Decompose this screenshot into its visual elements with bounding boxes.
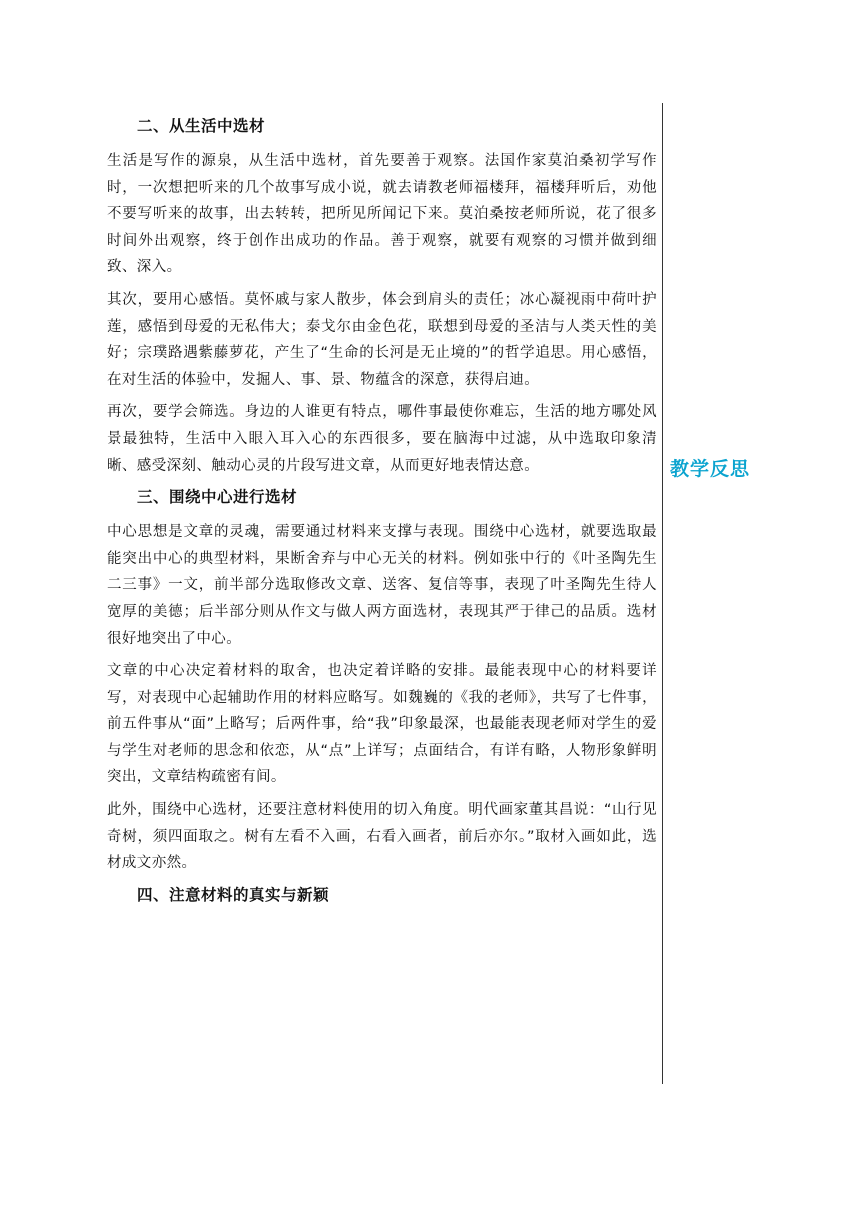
paragraph: 中心思想是文章的灵魂，需要通过材料来支撑与表现。围绕中心选材，就要选取最能突出中心的典型材料，果断舍弃与中心无关的材料。例如张中行的《叶圣陶先生二三事》一文，前半部分选取修改文章、送客、复信等事，表现了叶圣陶先生待人宽厚的美德；后半部分则从作文与做人两方面选材，表现其严于律己的品质。选材很好地突出了中心。 [107,524,657,647]
section-heading: 二、从生活中选材 [137,117,266,135]
column-divider [662,103,663,1084]
paragraph: 生活是写作的源泉，从生活中选材，首先要善于观察。法国作家莫泊桑初学写作时，一次想把听来的几个故事写成小说，就去请教老师福楼拜，福楼拜听后，劝他不要写听来的故事，出去转转，把所见所闻记下来。莫泊桑按老师所说，花了很多时间外出观察，终于创作出成功的作品。善于观察，就要有观察的习惯并做到细致、深入。 [107,153,657,276]
paragraph: 其次，要用心感悟。莫怀戚与家人散步，体会到肩头的责任；冰心凝视雨中荷叶护莲，感悟到母爱的无私伟大；泰戈尔由金色花，联想到母爱的圣洁与人类天性的美好；宗璞路遇紫藤萝花，产生了“生命的长河是无止境的”的哲学追思。用心感悟，在对生活的体验中，发掘人、事、景、物蕴含的深意，获得启迪。 [107,291,657,388]
paragraph: 再次，要学会筛选。身边的人谁更有特点，哪件事最使你难忘，生活的地方哪处风景最独特，生活中入眼入耳入心的东西很多，要在脑海中过滤，从中选取印象清晰、感受深刻、触动心灵的片段写进文章，从而更好地表情达意。 [107,404,657,474]
teaching-reflection-label: 教学反思 [670,458,751,480]
paragraph: 此外，围绕中心选材，还要注意材料使用的切入角度。明代画家董其昌说：“山行见奇树，须四面取之。树有左看不入画，右看入画者，前后亦尔。”取材入画如此，选材成文亦然。 [107,802,657,872]
section-heading: 四、注意材料的真实与新颖 [137,885,330,904]
section-heading: 三、围绕中心进行选材 [137,488,298,507]
paragraph: 文章的中心决定着材料的取舍，也决定着详略的安排。最能表现中心的材料要详写，对表现中心起辅助作用的材料应略写。如魏巍的《我的老师》，共写了七件事，前五件事从“面”上略写；后两件事，给“我”印象最深，也最能表现老师对学生的爱与学生对老师的思念和依恋，从“点”上详写；点面结合，有详有略，人物形象鲜明突出，文章结构疏密有间。 [107,663,657,786]
lesson-content [107,108,657,917]
